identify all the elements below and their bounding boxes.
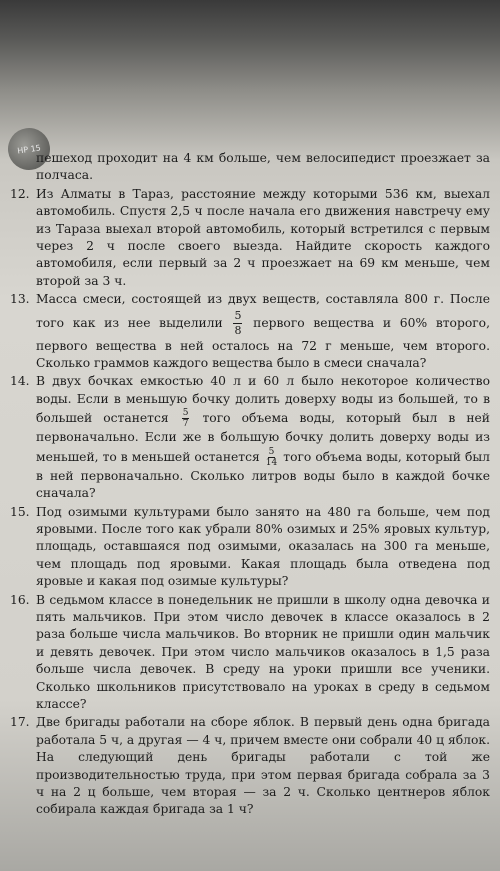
problem-sheet — [10, 150, 490, 819]
fraction — [182, 408, 190, 429]
problem-number: 12. — [10, 186, 30, 201]
problem-number: 16. — [10, 592, 30, 607]
problem-14 — [10, 373, 490, 502]
problem-text — [36, 373, 490, 502]
page-badge-label: HP 15 — [16, 142, 42, 156]
problem-number: 14. — [10, 374, 30, 389]
fraction-denominator: 7 — [182, 419, 189, 430]
problem-text-part: первого вещества и 60% второго, первого вещества в ней осталось на 72 г меньше, чем второго. Сколько граммов каждого вещества было в смеси сначала? — [36, 315, 490, 371]
problem-text-part: того объема воды, который был в ней первоначально. Сколько литров воды было в каждой бочке сначала? — [36, 449, 490, 501]
problem-text — [36, 291, 490, 372]
fraction-denominator: 8 — [234, 323, 242, 337]
problem-13 — [10, 291, 490, 372]
problem-number: 17. — [10, 715, 30, 730]
fraction — [233, 309, 242, 338]
previous-problem-continuation: пешеход проходит на 4 км больше, чем велосипедист проезжает за полчаса. — [36, 151, 490, 183]
problem-text: Две бригады работали на сборе яблок. В первый день одна бригада работала 5 ч, а другая — 4 ч, причем вместе они собрали 40 ц яблок. На следующий день бригады работали с той же производительностью труда, при этом первая бригада собрала за 3 ч на 2 ц больше, чем вторая — за 2 ч. Сколько центнеров яблок собирала каждая бригада за 1 ч? — [36, 715, 490, 817]
problem-15 — [10, 504, 490, 591]
problem-text: В седьмом классе в понедельник не пришли в школу одна девочка и пять мальчиков. При этом число девочек в классе оказалось в 2 раза больше числа мальчиков. Во вторник не пришли один мальчик и девять девочек. При этом число мальчиков оказалось в 1,5 раза больше числа девочек. В среду на уроки пришли все ученики. Сколько школьников присутствовало на уроках в среду в седьмом классе? — [36, 592, 490, 711]
problem-text-part: того объема воды, который был в ней первоначально. Если же в большую бочку долить доверху воды из меньшей, то в меньшей останется — [36, 411, 490, 464]
fraction — [266, 447, 277, 468]
problem-number: 15. — [10, 504, 30, 519]
problem-text-part: В двух бочках емкостью 40 л и 60 л было некоторое количество воды. Если в меньшую бочку долить доверху воды из большей, то в большей останется — [36, 374, 490, 426]
problem-text-part: Масса смеси, состоящей из двух веществ, составляла 800 г. После того как из нее выделили — [36, 292, 490, 330]
problem-text: Из Алматы в Тараз, расстояние между которыми 536 км, выехал автомобиль. Спустя 2,5 ч после начала его движения навстречу ему из Тараза выехал второй автомобиль, который встретился с первым через 2 ч после своего выезда. Найдите скорость каждого автомобиля, если первый за 2 ч проезжает на 69 км меньше, чем второй за 3 ч. — [36, 186, 490, 288]
problem-12 — [10, 186, 490, 290]
problem-16 — [10, 592, 490, 714]
fraction-numerator: 5 — [268, 446, 275, 457]
fraction-numerator: 5 — [182, 408, 189, 419]
problem-17 — [10, 714, 490, 818]
problem-number: 13. — [10, 292, 30, 307]
fraction-denominator: 14 — [265, 457, 278, 468]
fraction-numerator: 5 — [234, 308, 242, 322]
problem-text: Под озимыми культурами было занято на 480 га больше, чем под яровыми. После того как убрали 80% озимых и 25% яровых культур, площадь, оставшаяся под озимыми, оказалась на 300 га меньше, чем площадь под яровыми. Какая площадь была отведена под яровые и какая под озимые культуры? — [36, 504, 490, 589]
